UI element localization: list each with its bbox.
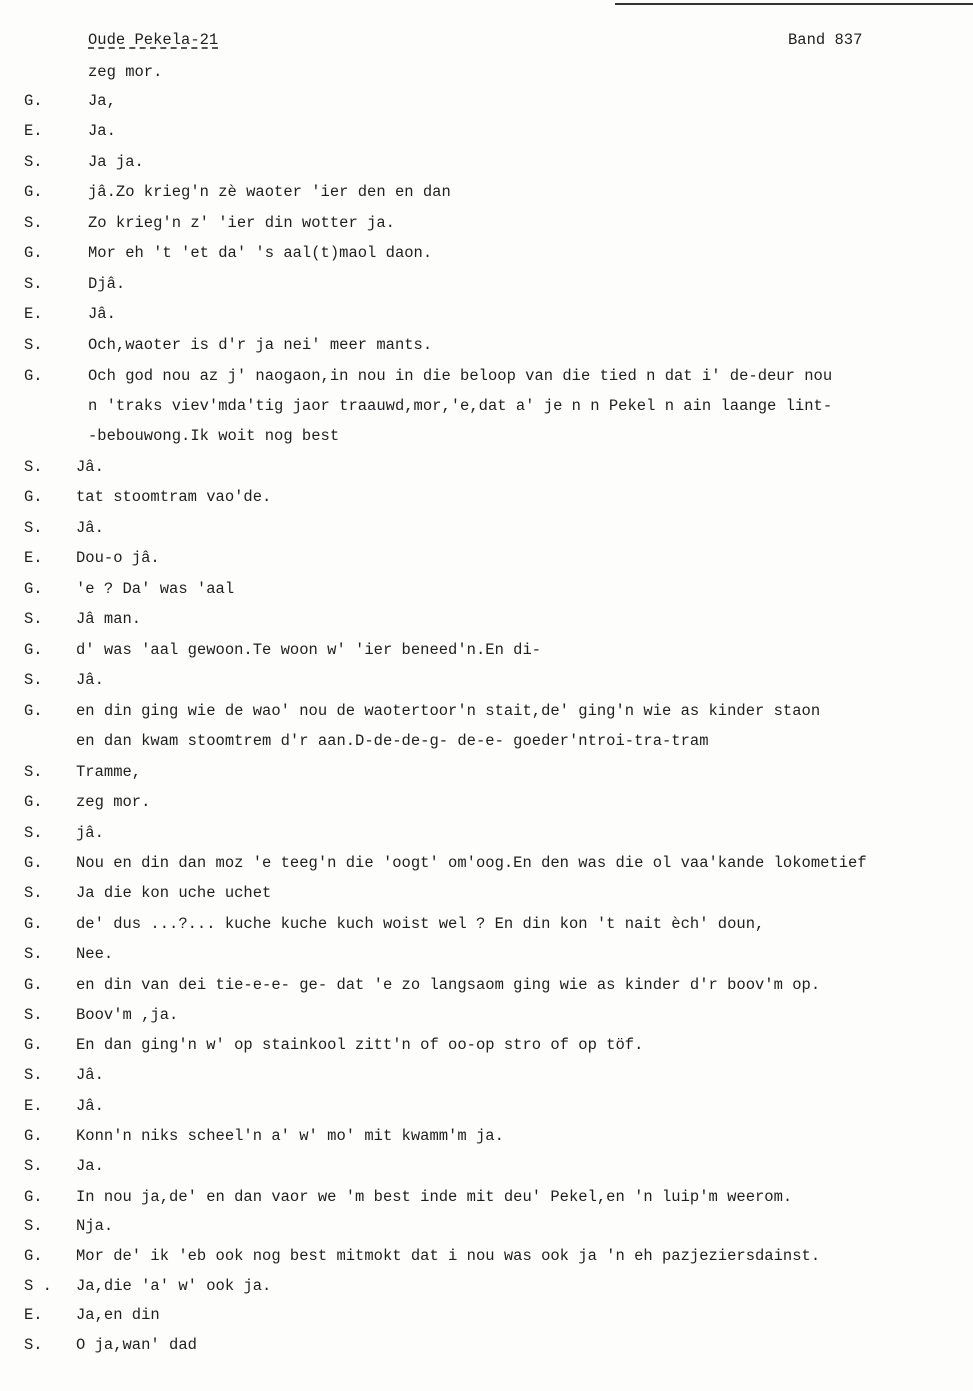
speaker-label: S. (24, 884, 43, 902)
utterance-text: en din ging wie de wao' nou de waotertoor'n stait,de' ging'n wie as kinder staon (76, 702, 821, 720)
speaker-label: S. (24, 824, 43, 842)
speaker-label: G. (24, 976, 43, 994)
utterance-text: Ja. (88, 122, 116, 140)
utterance-text: en dan kwam stoomtrem d'r aan.D-de-de-g- de-e- goeder'ntroi-tra-tram (76, 732, 709, 750)
utterance-text: Mor eh 't 'et da' 's aal(t)maol daon. (88, 244, 433, 262)
speaker-label: S. (24, 519, 43, 537)
utterance-text: Ja. (76, 1157, 104, 1175)
speaker-label: S. (24, 945, 43, 963)
speaker-label: E. (24, 305, 43, 323)
utterance-text: Boov'm ,ja. (76, 1006, 179, 1024)
utterance-text: Ja, (88, 92, 116, 110)
utterance-text: jâ.Zo krieg'n zè waoter 'ier den en dan (88, 183, 451, 201)
utterance-text: Jâ. (76, 1097, 104, 1115)
speaker-label: G. (24, 367, 43, 385)
utterance-text: Och god nou az j' naogaon,in nou in die beloop van die tied n dat i' de-deur nou (88, 367, 833, 385)
page-title (88, 31, 218, 49)
utterance-text: Zo krieg'n z' 'ier din wotter ja. (88, 214, 395, 232)
utterance-text: Jâ. (76, 458, 104, 476)
utterance-text: 'e ? Da' was 'aal (76, 580, 235, 598)
utterance-text: Jâ. (88, 305, 116, 323)
utterance-text: Dou-o jâ. (76, 549, 160, 567)
utterance-text: d' was 'aal gewoon.Te woon w' 'ier beneed'n.En di- (76, 641, 542, 659)
speaker-label: S . (24, 1277, 52, 1295)
speaker-label: G. (24, 1036, 43, 1054)
speaker-label: G. (24, 854, 43, 872)
utterance-text: zeg mor. (76, 793, 151, 811)
speaker-label: S. (24, 610, 43, 628)
utterance-text: In nou ja,de' en dan vaor we 'm best inde mit deu' Pekel,en 'n luip'm weerom. (76, 1188, 793, 1206)
speaker-label: S. (24, 1217, 43, 1235)
utterance-text: n 'traks viev'mda'tig jaor traauwd,mor,'e,dat a' je n n Pekel n ain laange lint- (88, 397, 833, 415)
speaker-label: G. (24, 1247, 43, 1265)
speaker-label: S. (24, 336, 43, 354)
speaker-label: G. (24, 1127, 43, 1145)
speaker-label: S. (24, 1336, 43, 1354)
utterance-text: Djâ. (88, 275, 126, 293)
utterance-text: Jâ. (76, 1066, 104, 1084)
utterance-text: Och,waoter is d'r ja nei' meer mants. (88, 336, 433, 354)
utterance-text: zeg mor. (88, 63, 163, 81)
utterance-text: Jâ. (76, 671, 104, 689)
speaker-label: E. (24, 122, 43, 140)
speaker-label: E. (24, 1097, 43, 1115)
speaker-label: G. (24, 580, 43, 598)
speaker-label: G. (24, 1188, 43, 1206)
utterance-text: en din van dei tie-e-e- ge- dat 'e zo langsaom ging wie as kinder d'r boov'm op. (76, 976, 821, 994)
speaker-label: G. (24, 641, 43, 659)
utterance-text: En dan ging'n w' op stainkool zitt'n of oo-op stro of op töf. (76, 1036, 644, 1054)
utterance-text: Jâ man. (76, 610, 142, 628)
speaker-label: G. (24, 793, 43, 811)
speaker-label: G. (24, 915, 43, 933)
utterance-text: Nja. (76, 1217, 114, 1235)
band-number: Band 837 (788, 31, 863, 49)
speaker-label: G. (24, 244, 43, 262)
utterance-text: Ja ja. (88, 153, 144, 171)
speaker-label: G. (24, 488, 43, 506)
utterance-text: Nou en din dan moz 'e teeg'n die 'oogt' om'oog.En den was die ol vaa'kande lokometief (76, 854, 867, 872)
speaker-label: S. (24, 1157, 43, 1175)
speaker-label: S. (24, 214, 43, 232)
utterance-text: Jâ. (76, 519, 104, 537)
speaker-label: E. (24, 549, 43, 567)
speaker-label: G. (24, 92, 43, 110)
page-title-text: Oude Pekela-21 (88, 31, 219, 49)
utterance-text: O ja,wan' dad (76, 1336, 197, 1354)
utterance-text: Ja,die 'a' w' ook ja. (76, 1277, 272, 1295)
utterance-text: Ja,en din (76, 1306, 160, 1324)
utterance-text: Mor de' ik 'eb ook nog best mitmokt dat i nou was ook ja 'n eh pazjeziersdainst. (76, 1247, 821, 1265)
speaker-label: S. (24, 275, 43, 293)
utterance-text: tat stoomtram vao'de. (76, 488, 272, 506)
speaker-label: S. (24, 1066, 43, 1084)
utterance-text: Ja die kon uche uchet (76, 884, 272, 902)
speaker-label: S. (24, 671, 43, 689)
utterance-text: -bebouwong.Ik woit nog best (88, 427, 340, 445)
speaker-label: S. (24, 763, 43, 781)
speaker-label: S. (24, 458, 43, 476)
utterance-text: jâ. (76, 824, 104, 842)
speaker-label: S. (24, 153, 43, 171)
speaker-label: G. (24, 702, 43, 720)
utterance-text: Konn'n niks scheel'n a' w' mo' mit kwamm'm ja. (76, 1127, 504, 1145)
top-rule (615, 3, 973, 5)
speaker-label: E. (24, 1306, 43, 1324)
utterance-text: de' dus ...?... kuche kuche kuch woist wel ? En din kon 't nait èch' doun, (76, 915, 765, 933)
utterance-text: Nee. (76, 945, 114, 963)
utterance-text: Tramme, (76, 763, 142, 781)
speaker-label: S. (24, 1006, 43, 1024)
speaker-label: G. (24, 183, 43, 201)
